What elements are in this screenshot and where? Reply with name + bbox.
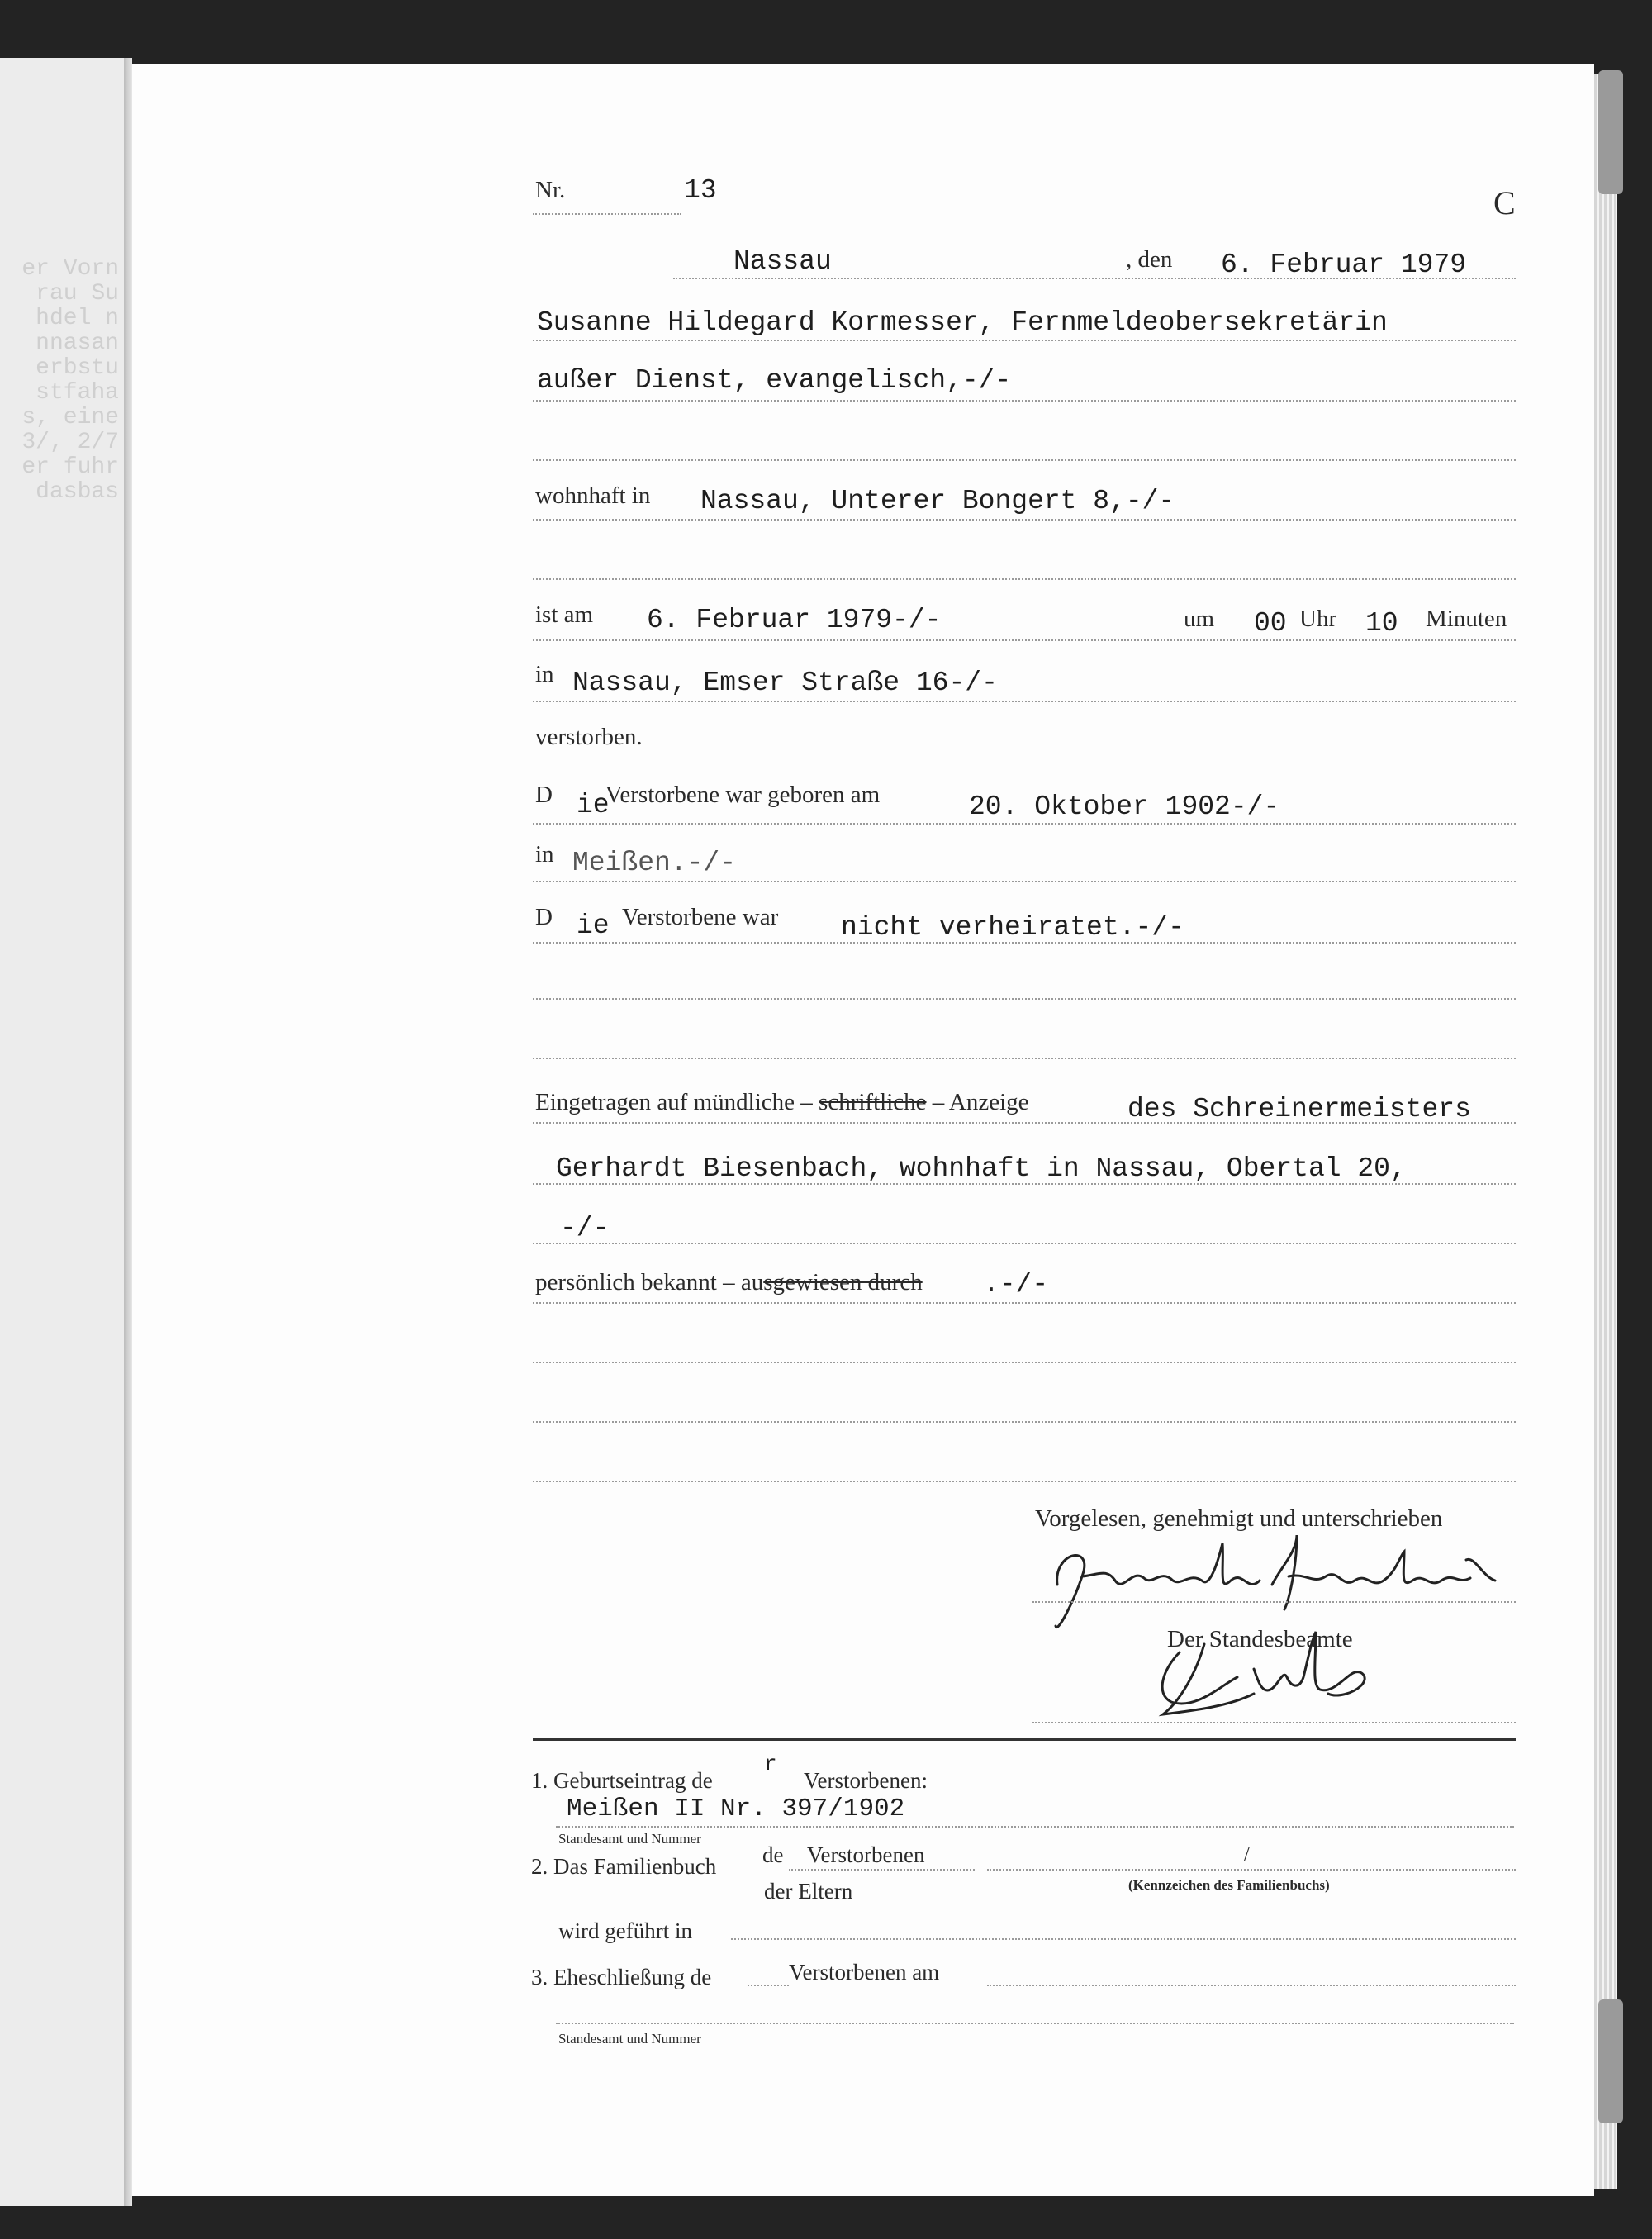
rule	[987, 1985, 1516, 1986]
birth-place: Meißen.-/-	[572, 848, 737, 878]
in-label-birth: in	[535, 841, 554, 868]
marital-value: nicht verheiratet.-/-	[841, 912, 1184, 943]
um-label: um	[1184, 606, 1215, 632]
minuten-label: Minuten	[1426, 606, 1507, 632]
registrar-signature	[1146, 1628, 1394, 1723]
rule	[533, 578, 1516, 580]
corner-clip-top	[1598, 70, 1623, 194]
rule	[533, 881, 1516, 882]
rule	[556, 2023, 1514, 2024]
rule	[1032, 1601, 1516, 1603]
rule	[533, 340, 1516, 341]
wohnhaft-label: wohnhaft in	[535, 483, 651, 509]
rule	[673, 278, 1516, 279]
rule	[556, 1826, 1514, 1828]
vorgelesen-label: Vorgelesen, genehmigt und unterschrieben	[1035, 1505, 1443, 1532]
rule	[533, 1481, 1516, 1482]
informant-line1: des Schreinermeisters	[1127, 1094, 1471, 1124]
gender-fill: ie	[577, 790, 610, 820]
footer-item1-label: 1. Geburtseintrag de	[531, 1768, 713, 1793]
standesamt-label-2: Standesamt und Nummer	[558, 2031, 701, 2046]
ist-am-label: ist am	[535, 601, 594, 628]
in-label: in	[535, 661, 554, 687]
date: 6. Februar 1979	[1221, 250, 1467, 280]
book-spine	[124, 58, 132, 2206]
gefuehrt-label: wird geführt in	[558, 1918, 692, 1943]
footer-item3-suffix: Verstorbenen am	[789, 1960, 940, 1985]
born-label: Verstorbene war geboren am	[605, 782, 881, 808]
rule	[748, 1985, 789, 1986]
informant-line3: -/-	[560, 1213, 610, 1243]
verstorben-label: verstorben.	[535, 724, 643, 750]
d-label-marital: D	[535, 904, 553, 930]
declarant-line2: außer Dienst, evangelisch,-/-	[537, 365, 1012, 396]
divider	[533, 1738, 1516, 1741]
left-page	[0, 58, 124, 2206]
ghost-text: nnasan	[36, 330, 119, 356]
rule	[533, 459, 1516, 461]
rule	[533, 519, 1516, 521]
struck-text: schriftliche	[819, 1089, 927, 1115]
death-date: 6. Februar 1979-/-	[647, 605, 942, 635]
hour: 00	[1254, 608, 1287, 639]
rule	[533, 639, 1516, 641]
ghost-text: erbstu	[36, 355, 119, 381]
nr-label: Nr.	[535, 177, 566, 203]
rule	[987, 1869, 1516, 1871]
rule	[533, 213, 681, 215]
register-letter: C	[1493, 184, 1516, 221]
marital-label: Verstorbene war	[622, 904, 779, 930]
standesbeamte-label: Der Standesbeamte	[1167, 1626, 1353, 1652]
ghost-text: s, eine	[21, 405, 119, 430]
ghost-text: er Vorn	[21, 256, 119, 282]
rule	[533, 400, 1516, 402]
footer-item1-value: Meißen II Nr. 397/1902	[567, 1795, 905, 1823]
wohnhaft-value: Nassau, Unterer Bongert 8,-/-	[700, 486, 1175, 516]
footer-item1-suffix: Verstorbenen:	[804, 1768, 928, 1793]
bekannt-label: persönlich bekannt – ausgewiesen durch	[535, 1269, 923, 1295]
footer-item2-eltern: der Eltern	[764, 1879, 853, 1904]
rule	[731, 1938, 1516, 1940]
rule	[533, 998, 1516, 1000]
footer-slash: /	[1244, 1844, 1250, 1866]
kennzeichen-label: (Kennzeichen des Familienbuchs)	[1128, 1877, 1330, 1893]
minutes: 10	[1365, 608, 1398, 639]
d-label: D	[535, 782, 553, 808]
page-edge	[1594, 74, 1617, 2189]
place: Nassau	[733, 246, 832, 277]
informant-line2: Gerhardt Biesenbach, wohnhaft in Nassau, Obertal 20,	[556, 1153, 1407, 1184]
rule	[533, 1302, 1516, 1304]
uhr-label: Uhr	[1299, 606, 1337, 632]
eingetragen-label: Eingetragen auf mündliche – schriftliche – Anzeige	[535, 1089, 1029, 1115]
rule	[533, 1421, 1516, 1423]
corner-clip-bottom	[1598, 1999, 1623, 2123]
den-label: , den	[1126, 246, 1173, 273]
death-place: Nassau, Emser Straße 16-/-	[572, 668, 998, 698]
declarant-line1: Susanne Hildegard Kormesser, Fernmeldeobersekretärin	[537, 307, 1388, 338]
rule	[1032, 1722, 1516, 1723]
rule	[789, 1869, 975, 1871]
rule	[533, 701, 1516, 702]
rule	[533, 1362, 1516, 1363]
rule	[533, 942, 1516, 944]
struck-text: sgewiesen durch	[763, 1269, 923, 1295]
rule	[533, 1058, 1516, 1059]
rule	[533, 1243, 1516, 1244]
rule	[533, 823, 1516, 825]
gender-fill-marital: ie	[577, 910, 610, 941]
rule	[533, 1122, 1516, 1124]
footer-item2-label: 2. Das Familienbuch	[531, 1854, 717, 1879]
standesamt-label: Standesamt und Nummer	[558, 1831, 701, 1847]
ghost-text: stfaha	[36, 380, 119, 406]
footer-item3-label: 3. Eheschließung de	[531, 1965, 712, 1989]
ghost-text: hdel n	[36, 306, 119, 331]
nr-value: 13	[684, 175, 717, 206]
ghost-text: 3/, 2/7	[21, 430, 119, 455]
ghost-text: er fuhr	[21, 454, 119, 480]
birth-date: 20. Oktober 1902-/-	[969, 791, 1280, 822]
footer-item2-de: de	[762, 1842, 784, 1867]
bekannt-fill: .-/-	[983, 1269, 1049, 1300]
ghost-text: rau Su	[36, 281, 119, 307]
ghost-text: dasbas	[36, 479, 119, 505]
rule	[533, 1183, 1516, 1185]
footer-item1-fill: r	[764, 1752, 777, 1776]
footer-item2-verstorbenen: Verstorbenen	[807, 1842, 925, 1867]
